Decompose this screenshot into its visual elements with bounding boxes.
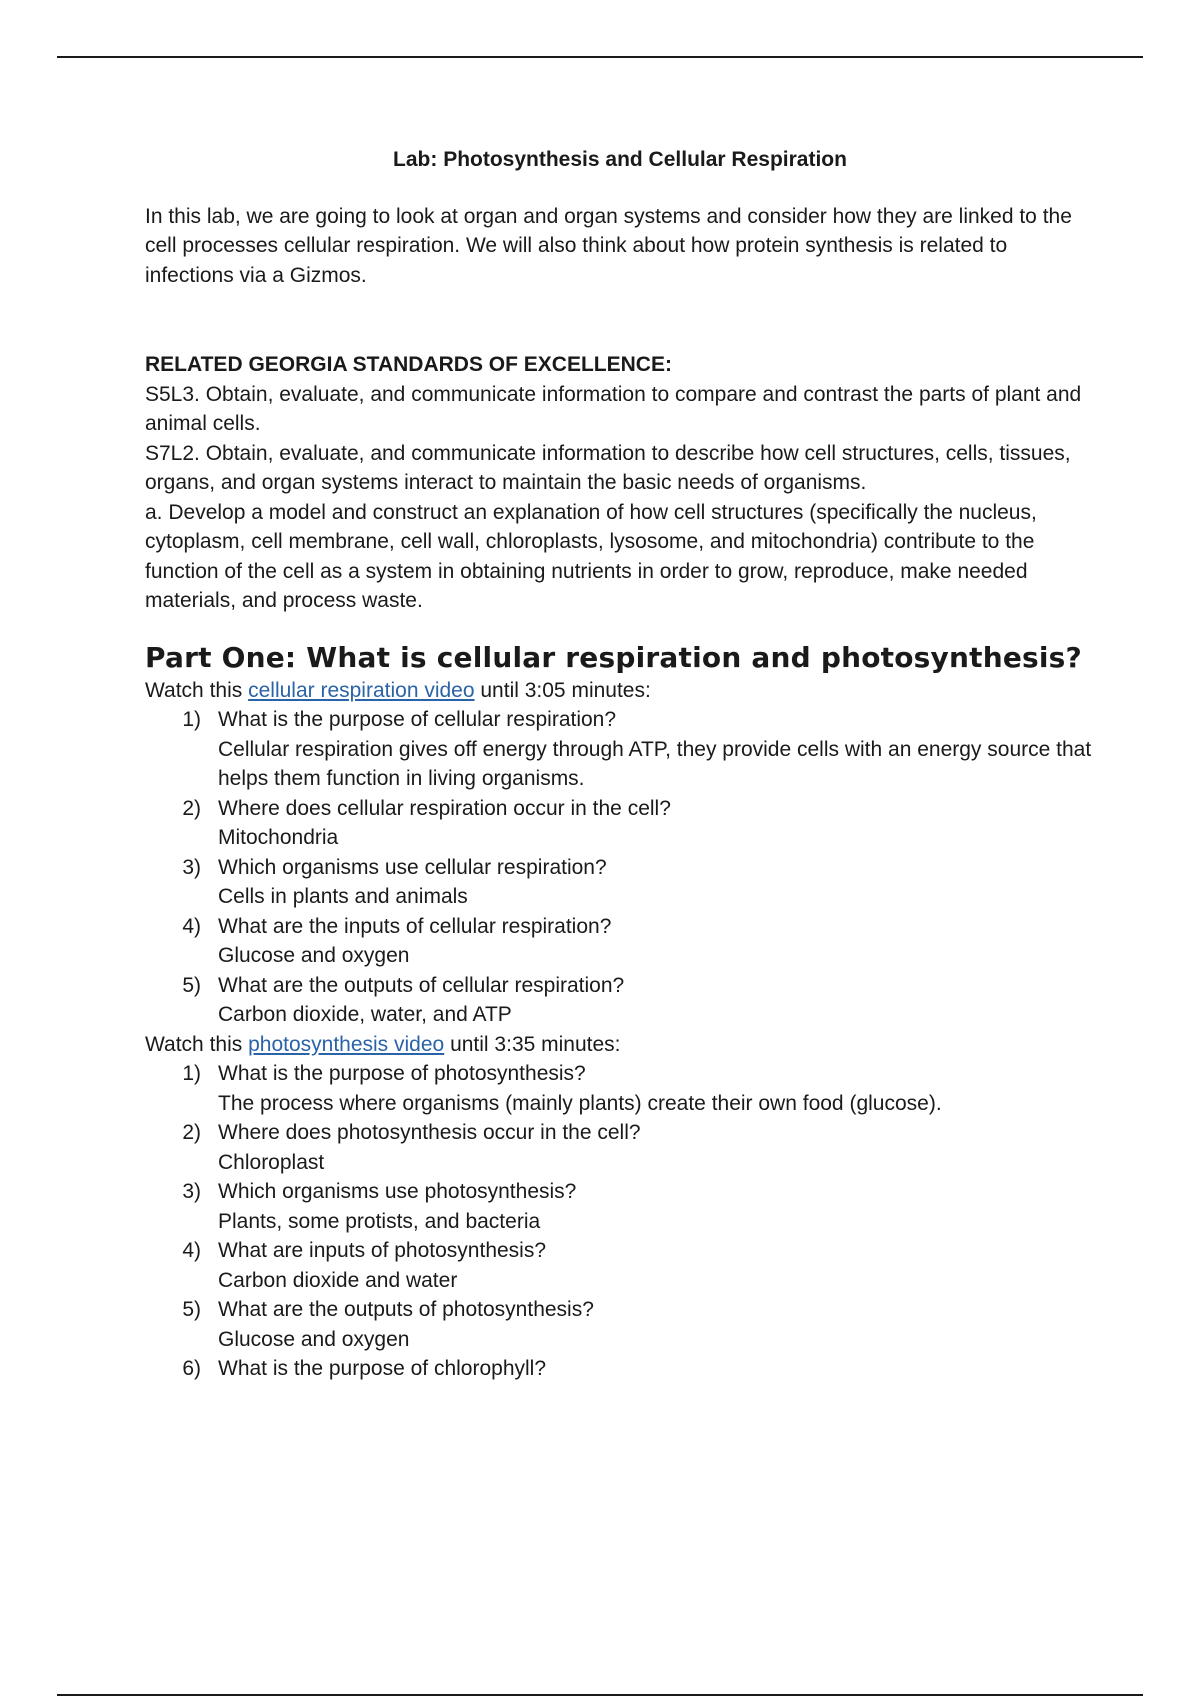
respiration-watch-prefix: Watch this: [145, 678, 249, 702]
question-number: 4): [182, 1239, 201, 1262]
question-item: [145, 971, 1095, 1030]
answer-text: Cells in plants and animals: [218, 885, 468, 908]
question-body: [218, 794, 1095, 853]
question-body: [218, 912, 1095, 971]
question-item: [145, 912, 1095, 971]
question-body: [218, 1236, 1095, 1295]
question-text: What are the inputs of cellular respiration?: [218, 914, 612, 938]
question-item: [145, 705, 1095, 794]
question-body: [218, 1118, 1095, 1177]
question-item: [145, 1177, 1095, 1236]
answer-text: Cellular respiration gives off energy through ATP, they provide cells with an energy source that helps them function in living organisms.: [218, 737, 1092, 790]
footer-rule: [57, 1694, 1143, 1696]
question-text: What are inputs of photosynthesis?: [218, 1239, 547, 1262]
question-item: [145, 1059, 1095, 1118]
photosynthesis-watch-line: [145, 1030, 1095, 1060]
question-number: 1): [182, 1062, 201, 1085]
question-number: 5): [182, 1298, 201, 1321]
question-number: 2): [182, 796, 201, 820]
question-text: Which organisms use photosynthesis?: [218, 1180, 577, 1203]
intro-paragraph: In this lab, we are going to look at organ and organ systems and consider how they are linked to the cell processes cellular respiration. We will also think about how protein synthesis is related to infections via a Gizmos.: [145, 204, 1072, 287]
answer-text: Glucose and oxygen: [218, 1327, 410, 1351]
question-body: [218, 971, 1095, 1030]
cellular-respiration-video-link[interactable]: cellular respiration video: [248, 678, 475, 702]
question-item: [145, 1354, 1095, 1384]
answer-text: Mitochondria: [218, 826, 339, 849]
standard-s7l2: S7L2. Obtain, evaluate, and communicate information to describe how cell structures, cells, tissues, organs, and organ systems interact to maintain the basic needs of organisms.: [145, 441, 1071, 494]
question-number: 6): [182, 1357, 201, 1380]
question-number: 1): [182, 708, 201, 731]
answer-text: Glucose and oxygen: [218, 944, 410, 967]
question-text: Where does cellular respiration occur in the cell?: [218, 796, 671, 820]
question-body: [218, 705, 1095, 794]
respiration-watch-line: [145, 676, 1095, 706]
question-body: [218, 1177, 1095, 1236]
question-number: 2): [182, 1121, 201, 1144]
photosynthesis-watch-suffix: until 3:35 minutes:: [444, 1032, 621, 1056]
question-item: [145, 794, 1095, 853]
respiration-question-list: [145, 705, 1095, 1030]
photosynthesis-watch-prefix: Watch this: [145, 1032, 249, 1056]
answer-text: Plants, some protists, and bacteria: [218, 1209, 541, 1233]
answer-text: Carbon dioxide, water, and ATP: [218, 1003, 512, 1026]
question-text: What are the outputs of cellular respiration?: [218, 973, 625, 997]
question-text: What are the outputs of photosynthesis?: [218, 1298, 594, 1321]
question-item: [145, 1295, 1095, 1354]
answer-text: The process where organisms (mainly plants) create their own food (glucose).: [218, 1091, 942, 1115]
answer-text: Chloroplast: [218, 1150, 325, 1174]
answer-text: Carbon dioxide and water: [218, 1268, 458, 1292]
part-one-heading: Part One: What is cellular respiration and photosynthesis?: [145, 640, 1082, 674]
photosynthesis-video-link[interactable]: photosynthesis video: [248, 1032, 445, 1056]
question-body: [218, 1059, 1095, 1118]
question-text: Where does photosynthesis occur in the cell?: [218, 1121, 641, 1144]
question-body: [218, 1295, 1095, 1354]
photosynthesis-question-list: [145, 1059, 1095, 1384]
question-text: What is the purpose of cellular respiration?: [218, 708, 617, 731]
question-item: [145, 853, 1095, 912]
question-body: [218, 853, 1095, 912]
question-item: [145, 1118, 1095, 1177]
standard-s7l2-a: a. Develop a model and construct an explanation of how cell structures (specifically the nucleus, cytoplasm, cell membrane, cell wall, chloroplasts, lysosome, and mitochondria) contribute to the function of the cell as a system in obtaining nutrients in order to grow, reproduce, make needed materials, and process waste.: [145, 500, 1037, 612]
page-title: Lab: Photosynthesis and Cellular Respiration: [393, 148, 847, 171]
header-rule: [57, 56, 1143, 58]
question-number: 3): [182, 855, 201, 879]
question-text: Which organisms use cellular respiration?: [218, 855, 607, 879]
question-body: [218, 1354, 1095, 1384]
standards-heading: RELATED GEORGIA STANDARDS OF EXCELLENCE:: [145, 353, 672, 376]
document-body: [145, 145, 1095, 1384]
respiration-watch-suffix: until 3:05 minutes:: [474, 678, 651, 702]
question-number: 3): [182, 1180, 201, 1203]
question-number: 5): [182, 973, 201, 997]
question-number: 4): [182, 914, 201, 938]
standard-s5l3: S5L3. Obtain, evaluate, and communicate information to compare and contrast the parts of plant and animal cells.: [145, 382, 1082, 435]
question-item: [145, 1236, 1095, 1295]
question-text: What is the purpose of chlorophyll?: [218, 1357, 547, 1380]
question-text: What is the purpose of photosynthesis?: [218, 1062, 586, 1085]
